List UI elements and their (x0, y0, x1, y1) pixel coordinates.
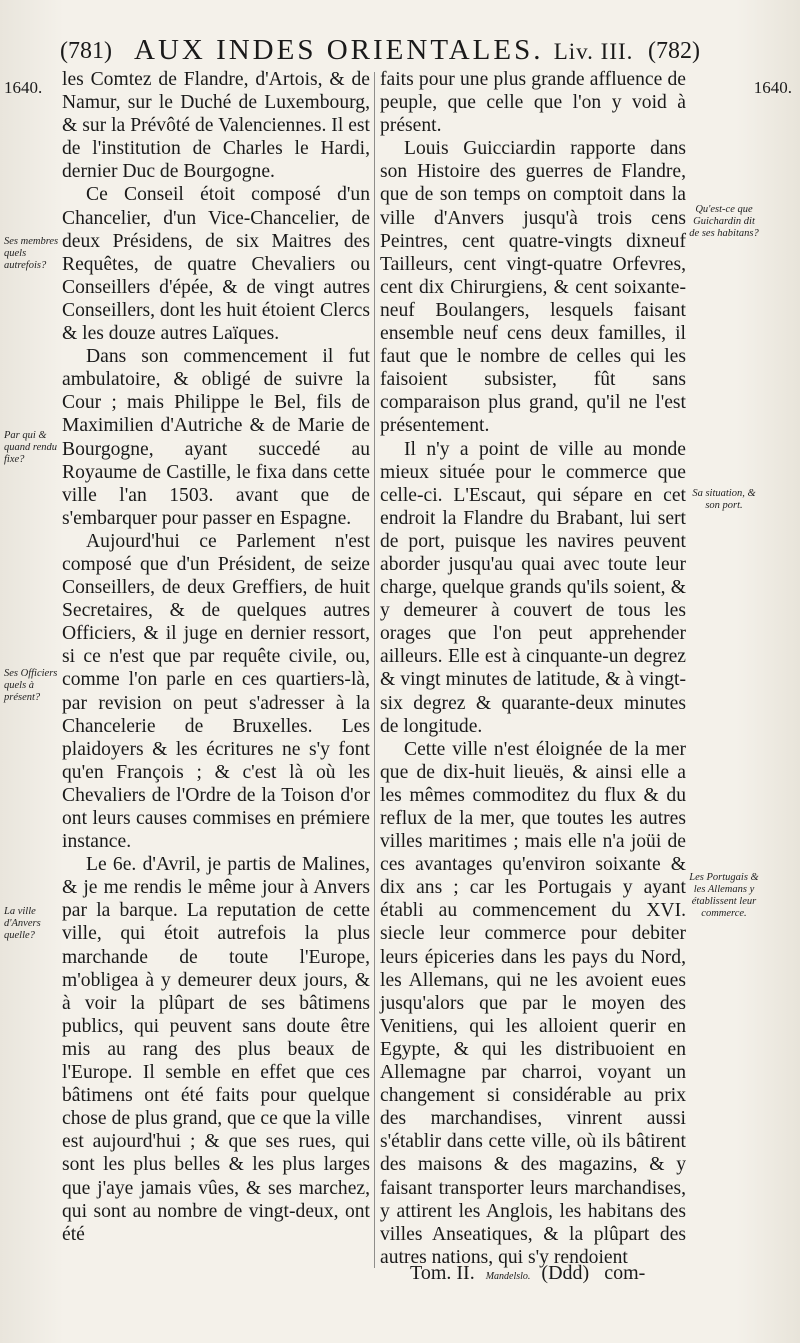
paragraph: Il n'y a point de ville au monde mieux située pour le commerce que celle-ci. L'Escaut, qui sépare en cet endroit la Flandre du Brabant, lui sert de port, puisque les navires peuvent aborder jusqu'au quai avec toute leur charge, quelque grands qu'ils soient, & y demeurer à couvert de tous les orages que l'on peut apprehender ailleurs. Elle est à cinquante-un degrez & vingt minutes de latitude, & à vingt-six degrez & quarante-deux minutes de longitude. (380, 438, 686, 737)
left-column (62, 68, 370, 1246)
margin-note-left: Ses membres quels autrefois? (4, 236, 59, 271)
running-header (60, 32, 700, 72)
paragraph: faits pour une plus grande affluence de peuple, que celle que l'on y void à présent. (380, 69, 686, 137)
tome-label: Tom. II. (410, 1262, 475, 1284)
margin-note-right: Sa situation, & son port. (692, 488, 756, 511)
catchword: com- (604, 1262, 646, 1284)
page-footer (410, 1262, 700, 1285)
gathering-signature: (Ddd) (541, 1262, 590, 1284)
paragraph: Aujourd'hui ce Parlement n'est composé que d'un Président, de seize Conseillers, de deux Greffiers, de huit Secretaires, & de quelques autres Officiers, & il juge en dernier ressort, si ce n'est que par requête civile, ou, comme l'on parle en ces quartiers-là, par revision on peut s'adresser à la Chancelerie de Bruxelles. Les plaidoyers & les écritures ne s'y font qu'en François ; & c'est là où les Chevaliers de l'Ordre de la Toison d'or ont leurs causes commises en prémiere instance. (62, 530, 370, 853)
running-title-text: AUX INDES ORIENTALES. (134, 34, 544, 66)
paragraph: Ce Conseil étoit composé d'un Chancelier, d'un Vice-Chancelier, de deux Présidens, de six Maitres des Requêtes, de quatre Chevaliers ou Conseillers d'épée, & de vingt autres Conseillers, dont les huit étoient Clercs & les douze autres Laïques. (62, 184, 371, 345)
running-title (134, 34, 633, 67)
signature-mark: Mandelslo. (485, 1271, 531, 1282)
paragraph: Cette ville n'est éloignée de la mer que de dix-huit lieuës, & ainsi elle a les mêmes commoditez du flux & du reflux de la mer, que toutes les autres villes maritimes ; mais elle n'a joüi de ces avantages qu'environ soixante & dix ans ; car les Portugais y ayant établi au commencement du XVI. siecle leur commerce pour debiter leurs épiceries dans les pays du Nord, les Allemans, qui ne les avoient eues jusqu'alors que par le moyen des Venitiens, qui les alloient querir en Egypte, & qui les distribuoient en Allemagne par charroi, voyant un changement si considérable au prix des marchandises, vinrent aussi s'établir dans cette ville, où ils bâtirent des maisons & des magazins, & y faisant transporter leurs marchandises, y attirent les Anglois, les habitans des villes Anseatiques, & la plûpart des autres nations, qui s'y rendoient (380, 738, 686, 1268)
paragraph: Le 6e. d'Avril, je partis de Malines, & je me rendis le même jour à Anvers par la barque. La reputation de cette ville, qui étoit autrefois la plus marchande de toute l'Europe, m'obligea à y demeurer deux jours, & à voir la plûpart de ses bâtimens publics, qui peuvent sans doute être mis au rang des plus beaux de l'Europe. Il semble en effet que ces bâtimens ont été faits pour quelque chose de plus grand, que ce que la ville est aujourd'hui ; & que ses rues, qui sont les plus belles & les plus larges que j'aye jamais vûes, & ses marchez, qui sont au nombre de vingt-deux, ont été (62, 854, 370, 1245)
column-divider (374, 72, 375, 1268)
year-left: 1640. (4, 78, 43, 97)
right-column (380, 68, 686, 1269)
year-right: 1640. (753, 78, 792, 97)
paragraph: Louis Guicciardin rapporte dans son Histoire des guerres de Flandre, que de son temps on comptoit dans la ville d'Anvers jusqu'à trois cens Peintres, cent quatre-vingts dixneuf Tailleurs, cent vingt-quatre Orfevres, cent dix Chirurgiens, & cent soixante-neuf Boulangers, lesquels faisant ensemble neuf cens deux familles, il faut que le nombre de celles qui les faisoient subsister, fût sans comparaison plus grand, qu'il ne l'est présentement. (380, 138, 686, 437)
book-number: Liv. III. (553, 39, 634, 64)
margin-note-right: Qu'est-ce que Guichardin dit de ses habitans? (689, 204, 759, 239)
paragraph: Dans son commencement il fut ambulatoire, & obligé de suivre la Cour ; mais Philippe le Bel, fils de Maximilien d'Autriche & de Marie de Bourgogne, ayant succedé au Royaume de Castille, le fixa dans cette ville l'an 1503. avant que de s'embarquer pour passer en Espagne. (62, 346, 370, 529)
margin-note-left: Par qui & quand rendu fixe? (4, 430, 57, 465)
margin-note-right: Les Portugais & les Allemans y établissent leur commerce. (689, 872, 759, 919)
page-number-right: (782) (648, 38, 700, 64)
paragraph: les Comtez de Flandre, d'Artois, & de Namur, sur le Duché de Luxembourg, & sur la Prévôté de Valenciennes. Il est de l'institution de Charles le Hardi, dernier Duc de Bourgogne. (62, 69, 370, 183)
margin-note-left: La ville d'Anvers quelle? (4, 906, 41, 941)
page-number-left: (781) (60, 38, 112, 64)
margin-note-left: Ses Officiers quels à présent? (4, 668, 58, 703)
